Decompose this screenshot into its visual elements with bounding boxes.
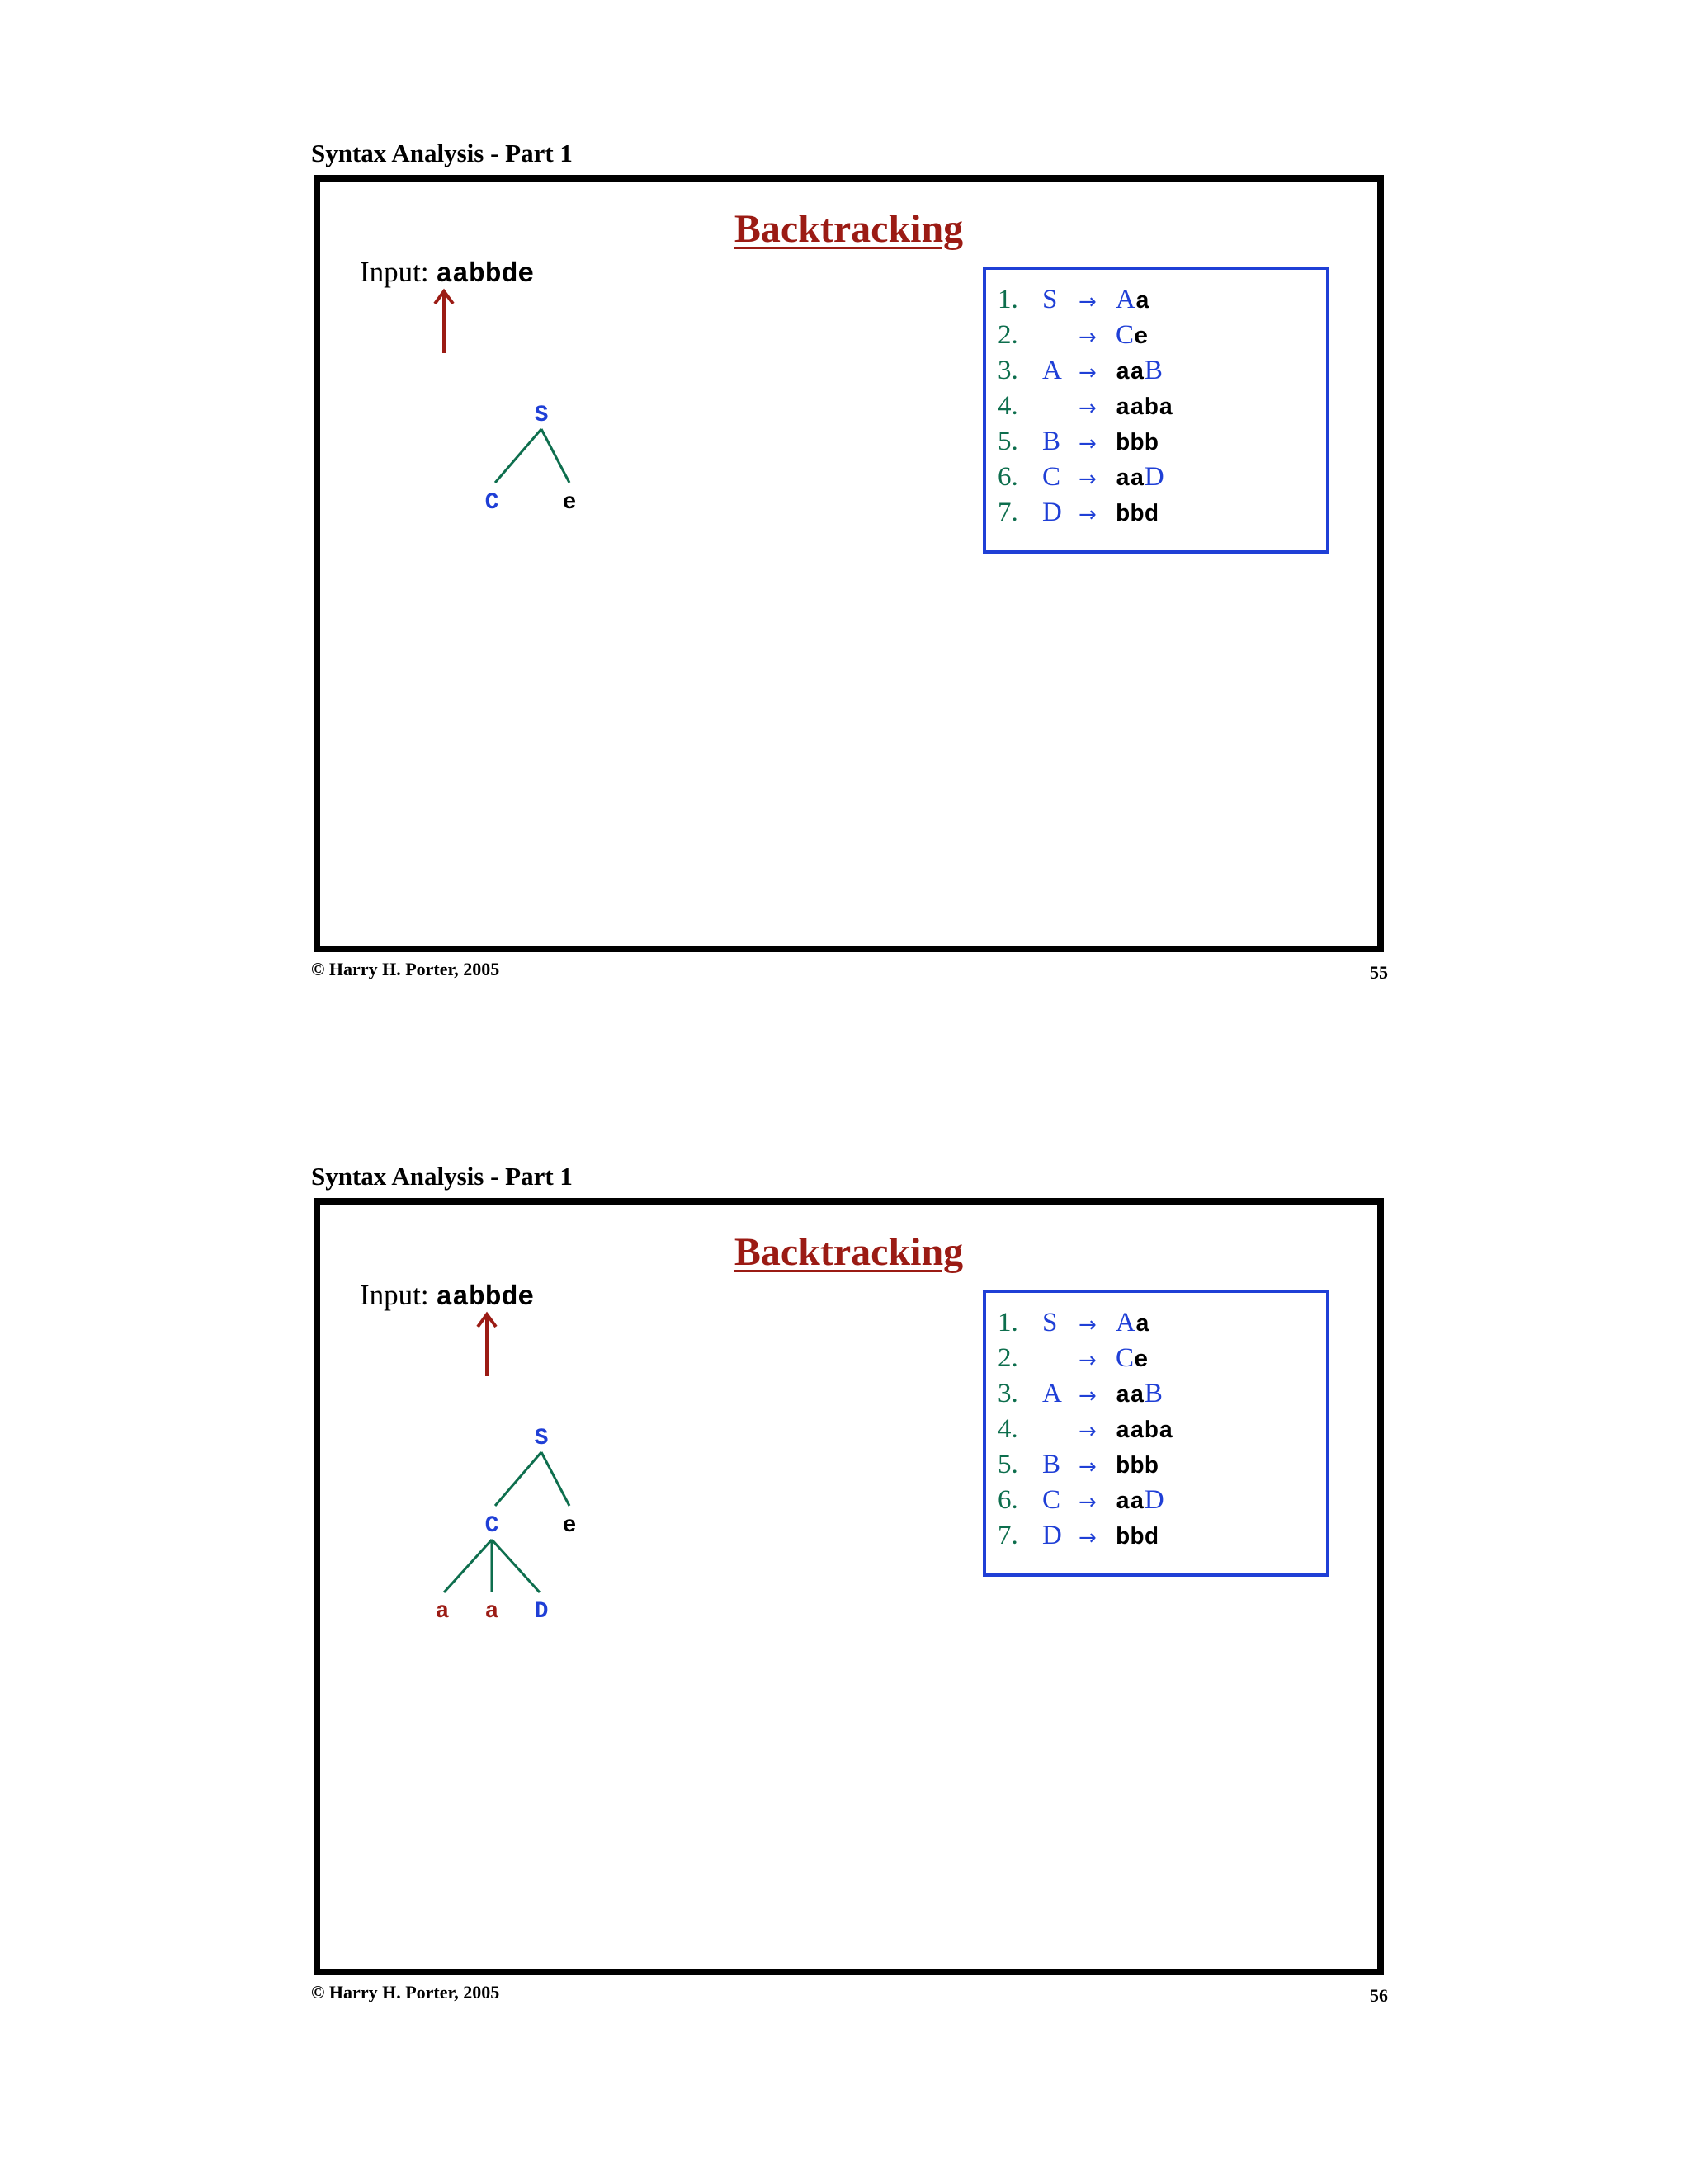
- tree-node-C: C: [484, 490, 499, 516]
- rule-number: 1.: [998, 1308, 1018, 1337]
- rule-number: 2.: [998, 320, 1018, 350]
- grammar-rule-6: [986, 462, 1326, 498]
- tree-node-S: S: [534, 1426, 549, 1451]
- rule-arrow-icon: →: [1079, 432, 1097, 456]
- rule-lhs: B: [1042, 427, 1061, 456]
- rule-rhs: aaD: [1116, 462, 1164, 493]
- tree-edge-S-C: [495, 429, 541, 483]
- rule-rhs: bbd: [1116, 501, 1159, 528]
- rule-number: 7.: [998, 1521, 1018, 1550]
- rule-number: 2.: [998, 1343, 1018, 1373]
- grammar-rule-5: [986, 1450, 1326, 1485]
- rule-arrow-icon: →: [1079, 1455, 1097, 1479]
- tree-edge-S-e: [541, 1452, 569, 1506]
- grammar-rule-3: [986, 356, 1326, 391]
- rule-arrow-icon: →: [1079, 502, 1097, 527]
- tree-node-S: S: [534, 403, 549, 428]
- grammar-rule-2: [986, 1343, 1326, 1379]
- rule-number: 3.: [998, 1379, 1018, 1408]
- rule-rhs: bbb: [1116, 430, 1159, 457]
- grammar-rule-4: [986, 1414, 1326, 1450]
- input-string: aabbde: [436, 259, 535, 290]
- slide-header: Syntax Analysis - Part 1: [311, 139, 573, 167]
- rule-arrow-icon: →: [1079, 396, 1097, 421]
- rule-number: 1.: [998, 285, 1018, 314]
- rule-number: 3.: [998, 356, 1018, 385]
- rule-lhs: S: [1042, 285, 1058, 314]
- input-label: Input:: [360, 1279, 429, 1311]
- grammar-rule-2: [986, 320, 1326, 356]
- grammar-rule-4: [986, 391, 1326, 427]
- rule-arrow-icon: →: [1079, 361, 1097, 385]
- grammar-box: [983, 267, 1329, 554]
- grammar-rule-1: [986, 1308, 1326, 1343]
- rule-rhs: bbd: [1116, 1524, 1159, 1551]
- rule-lhs: A: [1042, 356, 1062, 385]
- tree-edge-S-C: [495, 1452, 541, 1506]
- rule-lhs: B: [1042, 1450, 1061, 1479]
- tree-node-a: a: [484, 1599, 499, 1625]
- rule-arrow-icon: →: [1079, 325, 1097, 350]
- rule-lhs: S: [1042, 1308, 1058, 1337]
- rule-arrow-icon: →: [1079, 290, 1097, 314]
- rule-rhs: aaB: [1116, 1379, 1163, 1409]
- slide-title: Backtracking: [734, 1230, 964, 1274]
- input-string: aabbde: [436, 1282, 535, 1313]
- tree-node-C: C: [484, 1513, 499, 1539]
- tree-edge-C-a1: [444, 1540, 492, 1592]
- rule-number: 4.: [998, 1414, 1018, 1444]
- rule-lhs: D: [1042, 498, 1062, 527]
- page-number: 55: [1370, 962, 1388, 983]
- rule-rhs: aaD: [1116, 1485, 1164, 1516]
- grammar-rule-6: [986, 1485, 1326, 1521]
- rule-arrow-icon: →: [1079, 1348, 1097, 1373]
- tree-edge-S-e: [541, 429, 569, 483]
- rule-arrow-icon: →: [1079, 1490, 1097, 1515]
- tree-node-e: e: [562, 1513, 577, 1539]
- rule-arrow-icon: →: [1079, 1526, 1097, 1550]
- input-label: Input:: [360, 256, 429, 288]
- rule-rhs: Ce: [1116, 320, 1149, 351]
- rule-number: 4.: [998, 391, 1018, 421]
- tree-node-a: a: [435, 1599, 450, 1625]
- tree-edge-C-D: [492, 1540, 540, 1592]
- slide-header: Syntax Analysis - Part 1: [311, 1162, 573, 1191]
- slide-frame: [314, 1198, 1384, 1975]
- grammar-box: [983, 1290, 1329, 1577]
- page-number: 56: [1370, 1985, 1388, 2006]
- rule-rhs: Aa: [1116, 285, 1150, 315]
- tree-node-D: D: [534, 1599, 549, 1625]
- grammar-rule-7: [986, 498, 1326, 533]
- rule-rhs: aaB: [1116, 356, 1163, 386]
- rule-arrow-icon: →: [1079, 1419, 1097, 1444]
- rule-rhs: Ce: [1116, 1343, 1149, 1374]
- rule-number: 6.: [998, 1485, 1018, 1515]
- rule-rhs: bbb: [1116, 1453, 1159, 1480]
- grammar-rule-5: [986, 427, 1326, 462]
- rule-number: 7.: [998, 498, 1018, 527]
- rule-lhs: C: [1042, 1485, 1061, 1515]
- rule-number: 5.: [998, 1450, 1018, 1479]
- copyright: © Harry H. Porter, 2005: [311, 1982, 500, 2002]
- rule-arrow-icon: →: [1079, 1313, 1097, 1337]
- rule-arrow-icon: →: [1079, 467, 1097, 492]
- rule-lhs: A: [1042, 1379, 1062, 1408]
- rule-rhs: aaba: [1116, 394, 1173, 422]
- copyright: © Harry H. Porter, 2005: [311, 959, 500, 979]
- slide-frame: [314, 175, 1384, 952]
- rule-rhs: aaba: [1116, 1417, 1173, 1445]
- grammar-rule-7: [986, 1521, 1326, 1556]
- slide-56: [0, 1023, 1690, 2115]
- grammar-rule-1: [986, 285, 1326, 320]
- tree-node-e: e: [562, 490, 577, 516]
- rule-rhs: Aa: [1116, 1308, 1150, 1338]
- rule-arrow-icon: →: [1079, 1384, 1097, 1408]
- slide-title: Backtracking: [734, 207, 964, 251]
- rule-number: 5.: [998, 427, 1018, 456]
- rule-number: 6.: [998, 462, 1018, 492]
- rule-lhs: C: [1042, 462, 1061, 492]
- rule-lhs: D: [1042, 1521, 1062, 1550]
- grammar-rule-3: [986, 1379, 1326, 1414]
